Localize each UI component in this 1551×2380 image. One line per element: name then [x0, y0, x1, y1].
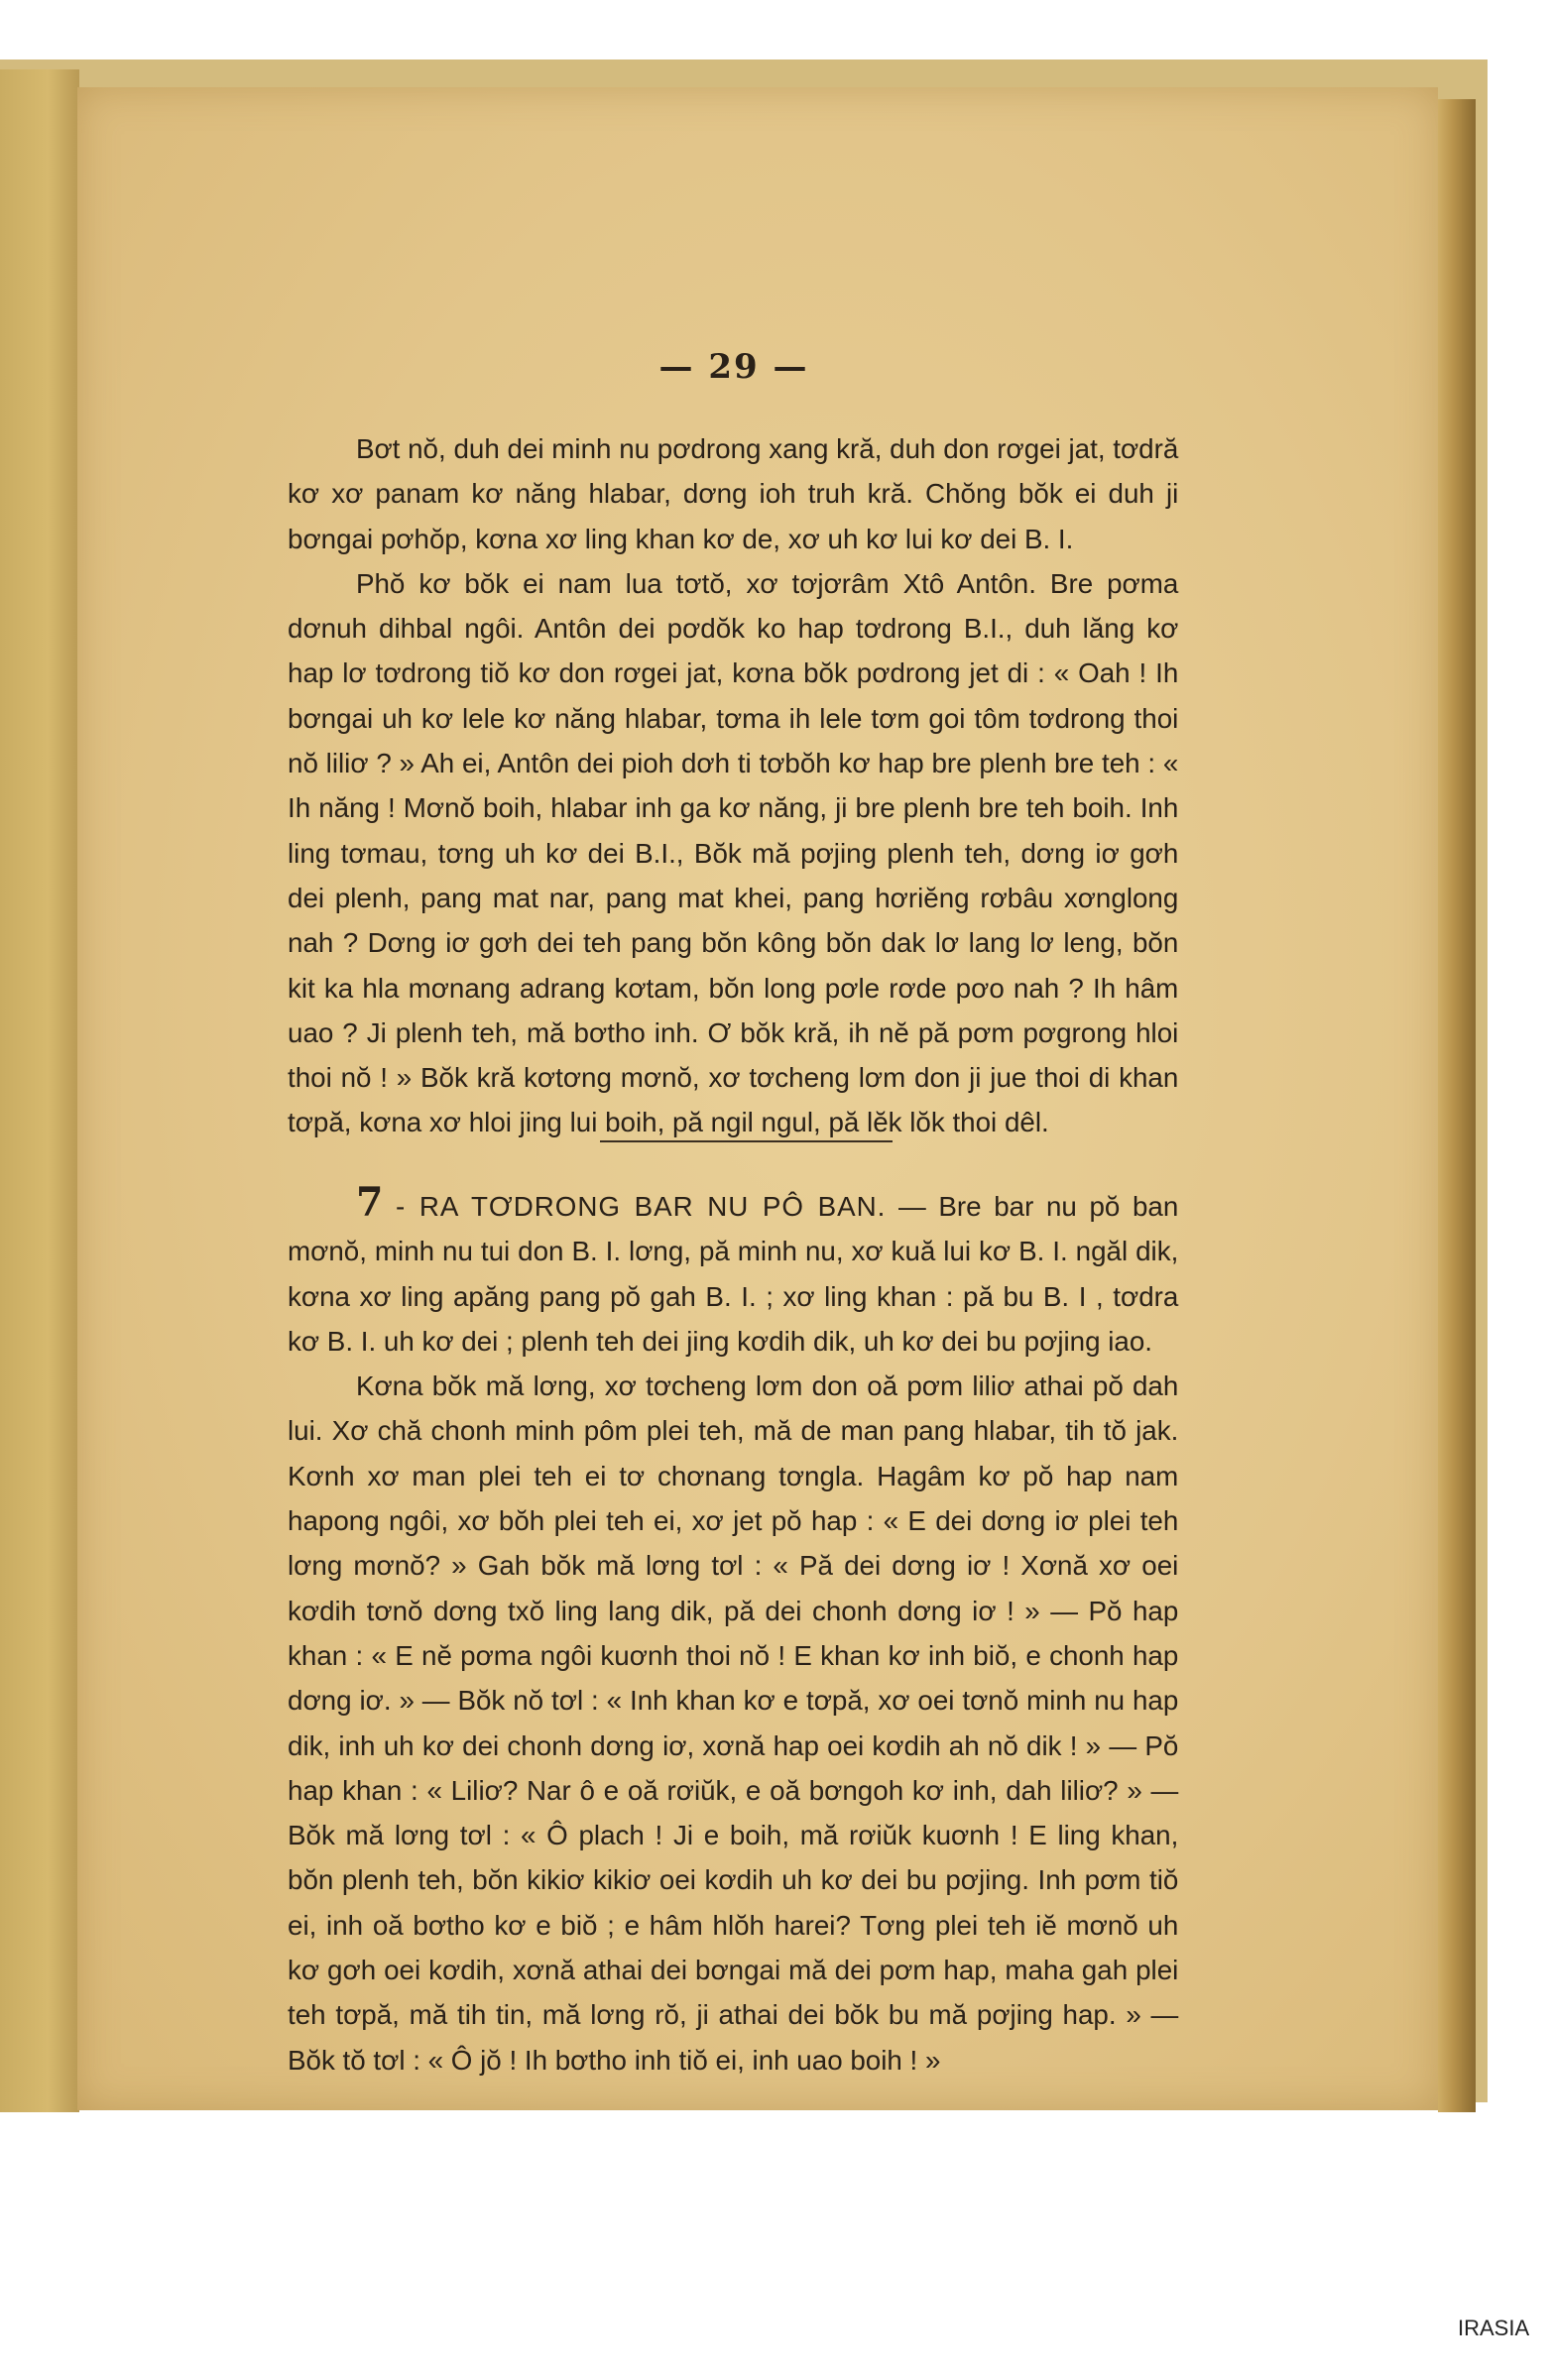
watermark: IRASIA: [1458, 2316, 1530, 2340]
right-page-edge: [1438, 99, 1476, 2112]
paragraph-2: Phŏ kơ bŏk ei nam lua tơtŏ, xơ tơjơrâm Xtô Antôn. Bre pơma dơnuh dihbal ngôi. Antôn dei pơdŏk ko hap tơdrong B.I., duh lăng kơ hap lơ tơdrong tiŏ kơ don rơgei jat, kơna bŏk pơdrong jet di : « Oah ! Ih bơngai uh kơ lele kơ năng hlabar, tơma ih lele tơm goi tôm tơdrong thoi nŏ liliơ ? » Ah ei, Antôn dei pioh dơh ti tơbŏh kơ hap bre plenh bre teh : « Ih năng ! Mơnŏ boih, hlabar inh ga kơ năng, ji bre plenh bre teh boih. Inh ling tơmau, tơng uh kơ dei B.I., Bŏk mă pơjing plenh teh, dơng iơ gơh dei plenh, pang mat nar, pang mat khei, pang hơriĕng rơbâu xơnglong nah ? Dơng iơ gơh dei teh pang bŏn kông bŏn dak lơ lang lơ leng, bŏn kit ka hla mơnang adrang kơtam, bŏn long pơle rơde pơo nah ? Ih hâm uao ? Ji plenh teh, mă bơtho inh. Ơ bŏk kră, ih nĕ pă pơm pơgrong hloi thoi nŏ ! » Bŏk kră kơtơng mơnŏ, xơ tơcheng lơm don ji jue thoi di khan tơpă, kơna xơ hloi jing lui boih, pă ngil ngul, pă lĕk lŏk thoi dêl.: [288, 566, 1179, 1138]
section-divider: [600, 1140, 893, 1142]
section-text-block: [288, 1180, 1178, 2082]
section-title: - RA TƠDRONG BAR NU PÔ BAN.: [396, 1190, 887, 1222]
top-text-block: [288, 426, 1178, 1145]
section-body-first: — Bre bar nu pŏ ban mơnŏ, minh nu tui don B. I. lơng, pă minh nu, xơ kuă lui kơ B. I. ngăl dik, kơna xơ ling apăng pang pŏ gah B. I. ; xơ ling khan : pă bu B. I , tơdra kơ B. I. uh kơ dei ; plenh teh dei jing kơdih dik, uh kơ dei bu pơjing iao.: [288, 1190, 1179, 1357]
section-number: 7: [355, 1179, 384, 1226]
section-heading-paragraph: [288, 1180, 1178, 1364]
page-number: — 29 —: [658, 347, 809, 387]
left-page-edge: [0, 69, 79, 2112]
section-body-second: Kơna bŏk mă lơng, xơ tơcheng lơm don oă pơm liliơ athai pŏ dah lui. Xơ chă chonh minh pôm plei teh, mă de man pang hlabar, tih tŏ jak. Kơnh xơ man plei teh ei tơ chơnang tơngla. Hagâm kơ pŏ hap nam hapong ngôi, xơ bŏh plei teh ei, xơ jet pŏ hap : « E dei dơng iơ plei teh lơng mơnŏ? » Gah bŏk mă lơng tơl : « Pă dei dơng iơ ! Xơnă xơ oei kơdih tơnŏ dơng txŏ ling lang dik, pă dei chonh dơng iơ ! » — Pŏ hap khan : « E nĕ pơma ngôi kuơnh thoi nŏ ! E khan kơ inh biŏ, e chonh hap dơng iơ. » — Bŏk nŏ tơl : « Inh khan kơ e tơpă, xơ oei tơnŏ minh nu hap dik, inh uh kơ dei chonh dơng iơ, xơnă hap oei kơdih ah nŏ dik ! » — Pŏ hap khan : « Liliơ? Nar ô e oă rơiŭk, e oă bơngoh kơ inh, dah liliơ? » — Bŏk mă lơng tơl : « Ô plach ! Ji e boih, mă rơiŭk kuơnh ! E ling khan, bŏn plenh teh, bŏn kikiơ kikiơ oei kơdih uh kơ dei bu pơjing. Inh pơm tiŏ ei, inh oă bơtho kơ e biŏ ; e hâm hlŏh harei? Tơng plei teh iĕ mơnŏ uh kơ gơh oei kơdih, xơnă athai dei bơngai mă dei pơm hap, maha gah plei teh tơpă, mă tih tin, mă lơng rŏ, ji athai dei bŏk bu mă pơjing hap. » — Bŏk tŏ tơl : « Ô jŏ ! Ih bơtho inh tiŏ ei, inh uao boih ! »: [288, 1369, 1179, 2076]
paragraph-1: Bơt nŏ, duh dei minh nu pơdrong xang kră, duh don rơgei jat, tơdră kơ xơ panam kơ năng hlabar, dơng ioh truh kră. Chŏng bŏk ei duh ji bơngai pơhŏp, kơna xơ ling khan kơ de, xơ uh kơ lui kơ dei B. I.: [288, 432, 1179, 554]
